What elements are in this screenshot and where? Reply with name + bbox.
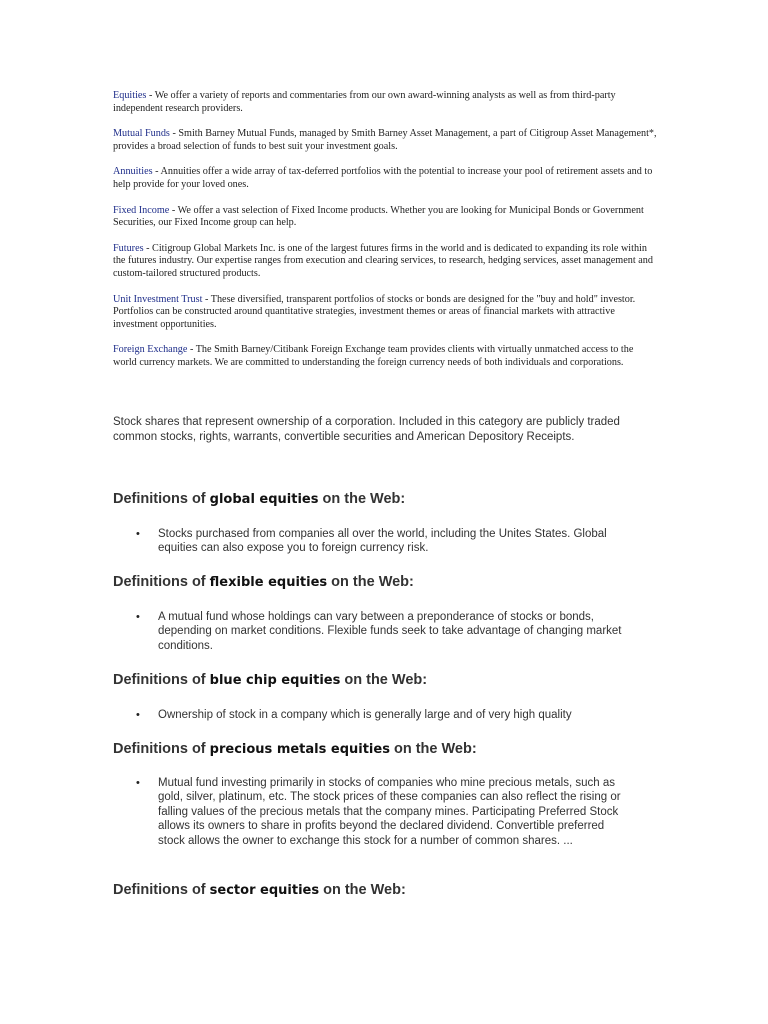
heading-prefix: Definitions of	[113, 672, 210, 688]
definition-heading-global-equities	[113, 490, 405, 509]
product-unit-investment-trust	[113, 294, 658, 332]
heading-suffix: on the Web:	[389, 741, 477, 757]
heading-suffix: on the Web:	[318, 491, 406, 507]
definition-heading-flexible-equities	[113, 573, 414, 592]
bullet-icon: •	[136, 709, 140, 721]
list-item	[113, 610, 633, 653]
product-futures	[113, 243, 658, 281]
product-fixed-income	[113, 205, 658, 230]
list-item	[113, 776, 633, 848]
fixed-income-description: - We offer a vast selection of Fixed Income products. Whether you are looking for Municipal Bonds or Government Securities, our Fixed Income group can help.	[113, 204, 644, 229]
heading-term: precious metals equities	[209, 742, 390, 757]
annuities-link[interactable]: Annuities	[113, 166, 153, 178]
list-item	[113, 708, 633, 722]
annuities-description: - Annuities offer a wide array of tax-deferred portfolios with the potential to increase your pool of retirement assets and to help provide for your loved ones.	[113, 166, 653, 190]
definition-text: A mutual fund whose holdings can vary between a preponderance of stocks or bonds, depending on market conditions. Flexible funds seek to take advantage of changing market conditions.	[158, 611, 622, 652]
heading-term: sector equities	[209, 883, 320, 898]
definition-text: Stocks purchased from companies all over the world, including the Unites States. Global equities can also expose you to foreign currency risk.	[158, 528, 607, 555]
heading-term: flexible equities	[209, 575, 328, 590]
bullet-icon: •	[136, 611, 140, 623]
equities-description: - We offer a variety of reports and commentaries from our own award-winning analysts as well as from third-party independent research providers.	[113, 90, 616, 114]
mutual-funds-link[interactable]: Mutual Funds	[113, 128, 170, 140]
unit-investment-trust-link[interactable]: Unit Investment Trust	[113, 293, 203, 305]
heading-prefix: Definitions of	[113, 491, 210, 507]
equities-definition-intro: Stock shares that represent ownership of a corporation. Included in this category are publicly traded common stocks, rights, warrants, convertible securities and American Depository Receipts.	[113, 416, 620, 443]
bullet-icon: •	[136, 777, 140, 789]
unit-investment-trust-description: - These diversified, transparent portfolios of stocks or bonds are designed for the "buy and hold" investor. Portfolios can be constructed around quantitative strategies, investment themes or areas of financial markets with attractive investment opportunities.	[113, 293, 636, 330]
product-foreign-exchange	[113, 344, 658, 369]
heading-suffix: on the Web:	[319, 882, 406, 898]
definition-list-blue-chip-equities	[113, 708, 633, 722]
definition-list-flexible-equities	[113, 610, 633, 653]
definition-text: Mutual fund investing primarily in stocks of companies who mine precious metals, such as gold, silver, platinum, etc. The stock prices of these companies can also reflect the rising or falling values of the precious metals that the company mines. Participating Preferred Stock allows its owners to share in profits beyond the declared dividend. Convertible preferred stock allows the owner to exchange this stock for a number of common shares. ...	[158, 777, 621, 847]
definition-list-precious-metals-equities	[113, 776, 633, 848]
definition-heading-precious-metals-equities	[113, 740, 477, 759]
heading-prefix: Definitions of	[113, 574, 210, 590]
product-annuities	[113, 166, 658, 191]
futures-description: - Citigroup Global Markets Inc. is one of the largest futures firms in the world and is dedicated to expanding its role within the futures industry. Our expertise ranges from execution and clearing services, to research, hedging services, asset management and custom-tailored structured products.	[113, 242, 653, 279]
mutual-funds-description: - Smith Barney Mutual Funds, managed by Smith Barney Asset Management, a part of Citigroup Asset Management*, provides a broad selection of funds to best suit your investment goals.	[113, 128, 657, 152]
product-equities	[113, 90, 658, 115]
futures-link[interactable]: Futures	[113, 242, 144, 254]
product-list	[113, 90, 658, 383]
fixed-income-link[interactable]: Fixed Income	[113, 204, 170, 216]
foreign-exchange-link[interactable]: Foreign Exchange	[113, 344, 188, 356]
definition-list-global-equities	[113, 527, 633, 556]
heading-suffix: on the Web:	[327, 574, 414, 590]
heading-prefix: Definitions of	[113, 741, 210, 757]
equities-link[interactable]: Equities	[113, 90, 147, 101]
definition-heading-sector-equities	[113, 881, 406, 900]
heading-term: blue chip equities	[209, 673, 341, 688]
heading-term: global equities	[209, 492, 319, 507]
definition-text: Ownership of stock in a company which is generally large and of very high quality	[158, 709, 572, 721]
definition-heading-blue-chip-equities	[113, 671, 427, 690]
product-mutual-funds	[113, 128, 658, 153]
list-item	[113, 527, 633, 556]
bullet-icon: •	[136, 528, 140, 540]
foreign-exchange-description: - The Smith Barney/Citibank Foreign Exchange team provides clients with virtually unmatched access to the world currency markets. We are committed to understanding the foreign currency needs of both individuals and corporations.	[113, 344, 634, 368]
heading-prefix: Definitions of	[113, 882, 210, 898]
heading-suffix: on the Web:	[340, 672, 428, 688]
